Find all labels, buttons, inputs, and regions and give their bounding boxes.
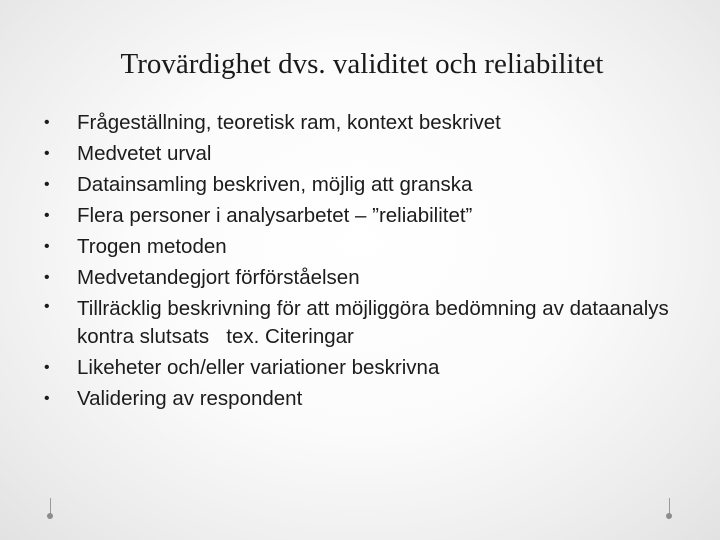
bullet-text: Medvetet urval [77,142,212,165]
slide-title: Trovärdighet dvs. validitet och reliabilitet [120,48,604,80]
bullet-text: Frågeställning, teoretisk ram, kontext beskrivet [77,111,501,134]
bullet-item [44,383,684,414]
bullet-item [44,138,684,169]
bullet-item [44,352,684,383]
bullet-dot-icon: • [44,145,50,162]
bullet-item [44,262,684,293]
bullet-dot-icon: • [44,114,50,131]
bullet-item [44,293,684,352]
bullet-dot-icon: • [44,207,50,224]
bullet-text: Datainsamling beskriven, möjlig att granska [77,173,473,196]
bullet-dot-icon: • [44,176,50,193]
bullet-text: Likeheter och/eller variationer beskrivna [77,356,440,379]
right-corner-dot [666,513,672,519]
bullet-item [44,107,684,138]
bullet-text: Tillräcklig beskrivning för att möjliggöra bedömning av dataanalys kontra slutsats tex. Citeringar [77,297,675,348]
bullet-dot-icon: • [44,298,50,315]
bullet-text: Flera personer i analysarbetet – ”reliabilitet” [77,204,473,227]
bullet-text: Medvetandegjort förförståelsen [77,266,360,289]
bullet-dot-icon: • [44,269,50,286]
bullet-text: Validering av respondent [77,387,303,410]
bullet-item [44,200,684,231]
bullet-dot-icon: • [44,359,50,376]
left-corner-dot [47,513,53,519]
bullet-item [44,169,684,200]
bullet-dot-icon: • [44,390,50,407]
bullet-item [44,231,684,262]
bullet-list [44,107,684,414]
bullet-dot-icon: • [44,238,50,255]
bullet-text: Trogen metoden [77,235,227,258]
